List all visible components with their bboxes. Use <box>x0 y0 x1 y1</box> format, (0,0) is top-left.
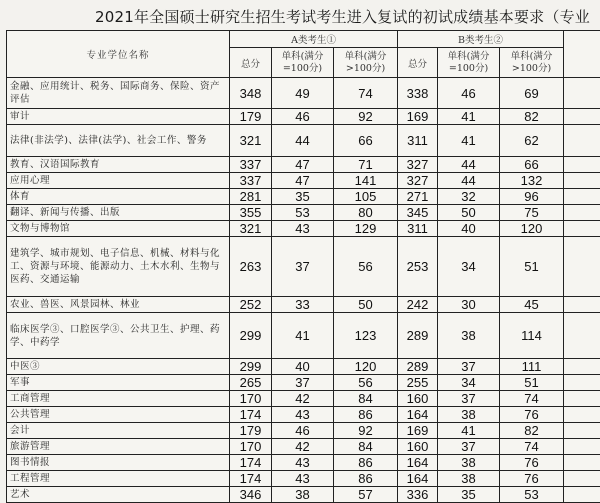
program-name-cell: 工程管理 <box>7 471 230 487</box>
group-a-single-100-cell: 41 <box>272 313 334 359</box>
group-a-single-100-cell: 46 <box>272 423 334 439</box>
header-program-name: 专业学位名称 <box>7 31 230 78</box>
table-row <box>7 423 600 439</box>
group-a-single-100-cell: 47 <box>272 157 334 173</box>
group-b-single-100-cell: 34 <box>438 237 500 297</box>
header-a-single-gt100: 单科(满分>100分) <box>334 48 398 78</box>
group-a-single-100-cell: 42 <box>272 391 334 407</box>
group-a-total-cell: 174 <box>230 455 272 471</box>
group-a-single-gt100-cell: 123 <box>334 313 398 359</box>
header-a-single-100: 单科(满分=100分) <box>272 48 334 78</box>
group-a-single-gt100-cell: 86 <box>334 455 398 471</box>
table-row <box>7 157 600 173</box>
group-a-single-gt100-cell: 50 <box>334 297 398 313</box>
header-group-a: A类考生① <box>230 31 398 48</box>
group-b-single-gt100-cell: 74 <box>500 391 564 407</box>
group-b-single-gt100-cell: 66 <box>500 157 564 173</box>
group-b-single-100-cell: 44 <box>438 173 500 189</box>
trailing-cell <box>564 237 600 297</box>
group-b-single-gt100-cell: 114 <box>500 313 564 359</box>
group-a-total-cell: 337 <box>230 173 272 189</box>
table-row <box>7 487 600 503</box>
header-b-total: 总分 <box>398 48 438 78</box>
header-trailing-cell <box>564 31 600 78</box>
group-a-total-cell: 321 <box>230 125 272 157</box>
group-b-total-cell: 271 <box>398 189 438 205</box>
group-a-single-100-cell: 47 <box>272 173 334 189</box>
group-b-total-cell: 164 <box>398 471 438 487</box>
group-b-total-cell: 327 <box>398 173 438 189</box>
program-name-cell: 公共管理 <box>7 407 230 423</box>
trailing-cell <box>564 359 600 375</box>
trailing-cell <box>564 313 600 359</box>
group-b-total-cell: 336 <box>398 487 438 503</box>
group-b-total-cell: 253 <box>398 237 438 297</box>
group-b-single-100-cell: 50 <box>438 205 500 221</box>
group-b-single-100-cell: 41 <box>438 423 500 439</box>
group-b-total-cell: 242 <box>398 297 438 313</box>
group-b-single-100-cell: 44 <box>438 157 500 173</box>
group-a-single-100-cell: 40 <box>272 359 334 375</box>
group-b-single-100-cell: 37 <box>438 391 500 407</box>
program-name-cell: 会计 <box>7 423 230 439</box>
group-a-total-cell: 299 <box>230 359 272 375</box>
header-group-b: B类考生② <box>398 31 564 48</box>
group-a-total-cell: 281 <box>230 189 272 205</box>
group-a-total-cell: 179 <box>230 423 272 439</box>
group-a-single-gt100-cell: 56 <box>334 375 398 391</box>
trailing-cell <box>564 125 600 157</box>
group-b-single-gt100-cell: 120 <box>500 221 564 237</box>
trailing-cell <box>564 205 600 221</box>
trailing-cell <box>564 407 600 423</box>
program-name-cell: 应用心理 <box>7 173 230 189</box>
group-a-single-gt100-cell: 80 <box>334 205 398 221</box>
group-b-single-gt100-cell: 74 <box>500 439 564 455</box>
group-b-single-gt100-cell: 111 <box>500 359 564 375</box>
group-b-single-gt100-cell: 75 <box>500 205 564 221</box>
group-a-single-100-cell: 42 <box>272 439 334 455</box>
group-a-single-gt100-cell: 141 <box>334 173 398 189</box>
group-b-single-100-cell: 46 <box>438 78 500 109</box>
group-a-total-cell: 170 <box>230 439 272 455</box>
group-b-total-cell: 160 <box>398 439 438 455</box>
group-a-single-100-cell: 38 <box>272 487 334 503</box>
group-a-total-cell: 174 <box>230 471 272 487</box>
group-b-single-gt100-cell: 96 <box>500 189 564 205</box>
group-a-total-cell: 346 <box>230 487 272 503</box>
group-a-total-cell: 337 <box>230 157 272 173</box>
group-b-single-100-cell: 30 <box>438 297 500 313</box>
program-name-cell: 法律(非法学)、法律(法学)、社会工作、警务 <box>7 125 230 157</box>
group-b-single-100-cell: 34 <box>438 375 500 391</box>
group-a-single-gt100-cell: 105 <box>334 189 398 205</box>
trailing-cell <box>564 109 600 125</box>
trailing-cell <box>564 375 600 391</box>
table-row <box>7 173 600 189</box>
group-a-single-gt100-cell: 92 <box>334 423 398 439</box>
group-b-single-100-cell: 37 <box>438 359 500 375</box>
table-row <box>7 455 600 471</box>
trailing-cell <box>564 391 600 407</box>
group-b-single-100-cell: 35 <box>438 487 500 503</box>
group-a-single-100-cell: 35 <box>272 189 334 205</box>
group-a-total-cell: 321 <box>230 221 272 237</box>
group-b-single-gt100-cell: 82 <box>500 109 564 125</box>
group-a-single-100-cell: 43 <box>272 221 334 237</box>
table-row <box>7 359 600 375</box>
group-b-total-cell: 289 <box>398 313 438 359</box>
table-row <box>7 297 600 313</box>
trailing-cell <box>564 189 600 205</box>
group-a-single-gt100-cell: 86 <box>334 407 398 423</box>
group-a-single-gt100-cell: 56 <box>334 237 398 297</box>
table-row <box>7 375 600 391</box>
program-name-cell: 艺术 <box>7 487 230 503</box>
group-b-single-100-cell: 41 <box>438 109 500 125</box>
group-b-single-gt100-cell: 51 <box>500 375 564 391</box>
program-name-cell: 建筑学、城市规划、电子信息、机械、材料与化工、资源与环境、能源动力、土木水利、生物与医药、交通运输 <box>7 237 230 297</box>
group-a-total-cell: 174 <box>230 407 272 423</box>
group-a-total-cell: 263 <box>230 237 272 297</box>
group-a-total-cell: 355 <box>230 205 272 221</box>
group-b-total-cell: 164 <box>398 455 438 471</box>
trailing-cell <box>564 221 600 237</box>
program-name-cell: 工商管理 <box>7 391 230 407</box>
group-b-single-gt100-cell: 82 <box>500 423 564 439</box>
group-b-total-cell: 160 <box>398 391 438 407</box>
program-name-cell: 教育、汉语国际教育 <box>7 157 230 173</box>
table-row <box>7 205 600 221</box>
header-a-total: 总分 <box>230 48 272 78</box>
table-row <box>7 439 600 455</box>
group-a-total-cell: 170 <box>230 391 272 407</box>
program-name-cell: 体育 <box>7 189 230 205</box>
trailing-cell <box>564 157 600 173</box>
document-title: 2021年全国硕士研究生招生考试考生进入复试的初试成绩基本要求（专业 <box>95 6 600 27</box>
trailing-cell <box>564 471 600 487</box>
table-row <box>7 221 600 237</box>
program-name-cell: 旅游管理 <box>7 439 230 455</box>
trailing-cell <box>564 297 600 313</box>
group-b-total-cell: 311 <box>398 221 438 237</box>
group-a-total-cell: 348 <box>230 78 272 109</box>
trailing-cell <box>564 455 600 471</box>
group-a-single-gt100-cell: 74 <box>334 78 398 109</box>
program-name-cell: 审计 <box>7 109 230 125</box>
group-b-total-cell: 164 <box>398 407 438 423</box>
group-b-single-gt100-cell: 51 <box>500 237 564 297</box>
group-b-total-cell: 289 <box>398 359 438 375</box>
group-a-total-cell: 252 <box>230 297 272 313</box>
group-b-single-gt100-cell: 76 <box>500 471 564 487</box>
group-b-single-100-cell: 41 <box>438 125 500 157</box>
header-b-single-100: 单科(满分=100分) <box>438 48 500 78</box>
group-a-single-gt100-cell: 57 <box>334 487 398 503</box>
group-a-single-gt100-cell: 66 <box>334 125 398 157</box>
table-row <box>7 78 600 109</box>
group-b-single-100-cell: 38 <box>438 455 500 471</box>
program-name-cell: 图书情报 <box>7 455 230 471</box>
trailing-cell <box>564 487 600 503</box>
group-b-total-cell: 255 <box>398 375 438 391</box>
group-a-single-gt100-cell: 84 <box>334 391 398 407</box>
group-a-single-gt100-cell: 120 <box>334 359 398 375</box>
group-a-single-100-cell: 44 <box>272 125 334 157</box>
group-b-single-gt100-cell: 76 <box>500 407 564 423</box>
group-b-single-100-cell: 38 <box>438 407 500 423</box>
group-a-single-100-cell: 43 <box>272 455 334 471</box>
group-a-single-gt100-cell: 71 <box>334 157 398 173</box>
program-name-cell: 军事 <box>7 375 230 391</box>
group-a-total-cell: 299 <box>230 313 272 359</box>
table-row <box>7 237 600 297</box>
group-a-single-100-cell: 49 <box>272 78 334 109</box>
program-name-cell: 中医③ <box>7 359 230 375</box>
program-name-cell: 文物与博物馆 <box>7 221 230 237</box>
group-a-total-cell: 265 <box>230 375 272 391</box>
group-b-total-cell: 169 <box>398 423 438 439</box>
group-b-total-cell: 169 <box>398 109 438 125</box>
group-a-single-100-cell: 46 <box>272 109 334 125</box>
group-a-single-100-cell: 43 <box>272 407 334 423</box>
group-a-single-100-cell: 37 <box>272 237 334 297</box>
group-a-single-gt100-cell: 86 <box>334 471 398 487</box>
trailing-cell <box>564 78 600 109</box>
group-b-single-100-cell: 40 <box>438 221 500 237</box>
table-row <box>7 407 600 423</box>
table-row <box>7 125 600 157</box>
group-a-single-100-cell: 37 <box>272 375 334 391</box>
group-a-single-100-cell: 33 <box>272 297 334 313</box>
table-row <box>7 391 600 407</box>
program-name-cell: 临床医学③、口腔医学③、公共卫生、护理、药学、中药学 <box>7 313 230 359</box>
group-a-single-100-cell: 53 <box>272 205 334 221</box>
group-b-single-gt100-cell: 132 <box>500 173 564 189</box>
program-name-cell: 金融、应用统计、税务、国际商务、保险、资产评估 <box>7 78 230 109</box>
group-b-single-100-cell: 37 <box>438 439 500 455</box>
group-b-single-gt100-cell: 45 <box>500 297 564 313</box>
trailing-cell <box>564 423 600 439</box>
group-b-single-gt100-cell: 76 <box>500 455 564 471</box>
group-b-single-gt100-cell: 53 <box>500 487 564 503</box>
table-body <box>7 78 600 503</box>
group-a-single-gt100-cell: 92 <box>334 109 398 125</box>
group-a-single-100-cell: 43 <box>272 471 334 487</box>
group-b-total-cell: 345 <box>398 205 438 221</box>
group-b-single-100-cell: 32 <box>438 189 500 205</box>
group-b-single-gt100-cell: 69 <box>500 78 564 109</box>
group-b-total-cell: 311 <box>398 125 438 157</box>
table-row <box>7 109 600 125</box>
table-row <box>7 189 600 205</box>
table-row <box>7 471 600 487</box>
group-b-single-gt100-cell: 62 <box>500 125 564 157</box>
group-a-single-gt100-cell: 84 <box>334 439 398 455</box>
group-b-total-cell: 327 <box>398 157 438 173</box>
trailing-cell <box>564 173 600 189</box>
group-a-total-cell: 179 <box>230 109 272 125</box>
group-b-total-cell: 338 <box>398 78 438 109</box>
table-row <box>7 313 600 359</box>
group-b-single-100-cell: 38 <box>438 313 500 359</box>
program-name-cell: 农业、兽医、风景园林、林业 <box>7 297 230 313</box>
score-requirements-table <box>6 30 600 503</box>
group-b-single-100-cell: 38 <box>438 471 500 487</box>
program-name-cell: 翻译、新闻与传播、出版 <box>7 205 230 221</box>
group-a-single-gt100-cell: 129 <box>334 221 398 237</box>
trailing-cell <box>564 439 600 455</box>
header-b-single-gt100: 单科(满分>100分) <box>500 48 564 78</box>
